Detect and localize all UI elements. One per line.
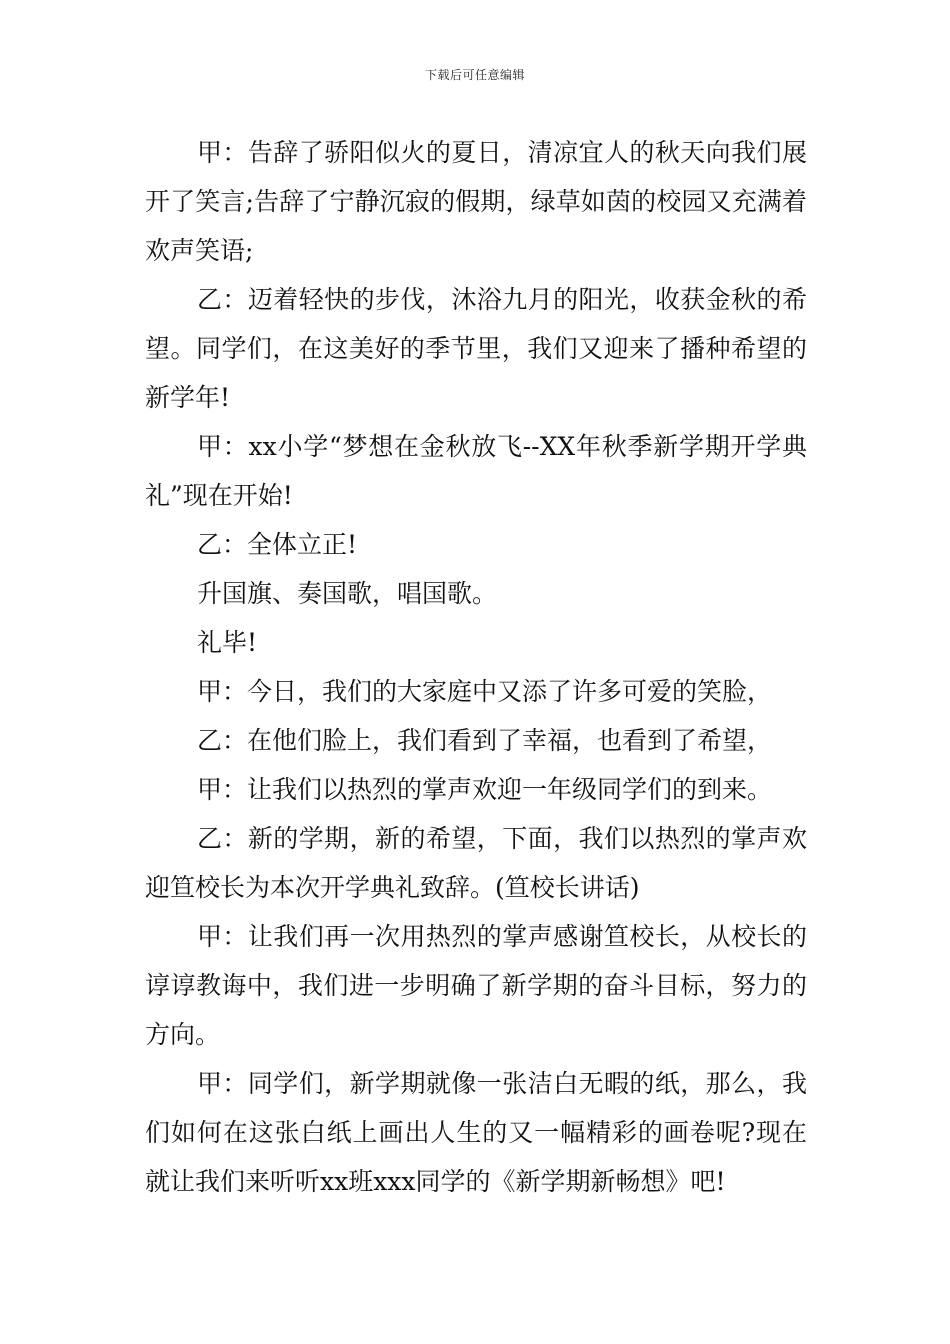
paragraph: 乙：迈着轻快的步伐，沐浴九月的阳光，收获金秋的希望。同学们，在这美好的季节里，我们又迎来了播种希望的新学年! <box>145 285 807 412</box>
document-body <box>145 128 807 1206</box>
page-header: 下载后可任意编辑 <box>424 68 525 82</box>
paragraph: 乙：全体立正! <box>197 530 358 559</box>
paragraph: 甲：xx小学“梦想在金秋放飞--XX年秋季新学期开学典礼”现在开始! <box>145 432 807 510</box>
paragraph: 甲：让我们以热烈的掌声欢迎一年级同学们的到来。 <box>197 775 773 804</box>
paragraph: 乙：新的学期，新的希望，下面，我们以热烈的掌声欢迎笪校长为本次开学典礼致辞。(笪校长讲话) <box>145 824 807 902</box>
paragraph: 升国旗、奏国歌，唱国歌。 <box>197 579 498 608</box>
paragraph: 礼毕! <box>197 628 258 657</box>
paragraph: 甲：告辞了骄阳似火的夏日，清凉宜人的秋天向我们展开了笑言;告辞了宁静沉寂的假期，绿草如茵的校园又充满着欢声笑语; <box>145 138 807 265</box>
paragraph: 甲：今日，我们的大家庭中又添了许多可爱的笑脸， <box>197 677 773 706</box>
paragraph: 甲：同学们，新学期就像一张洁白无暇的纸，那么，我们如何在这张白纸上画出人生的又一幅精彩的画卷呢?现在就让我们来听听xx班xxx同学的《新学期新畅想》吧! <box>145 1069 807 1196</box>
paragraph: 乙：在他们脸上，我们看到了幸福，也看到了希望， <box>197 726 773 755</box>
paragraph: 甲：让我们再一次用热烈的掌声感谢笪校长，从校长的谆谆教诲中，我们进一步明确了新学期的奋斗目标，努力的方向。 <box>145 922 807 1049</box>
